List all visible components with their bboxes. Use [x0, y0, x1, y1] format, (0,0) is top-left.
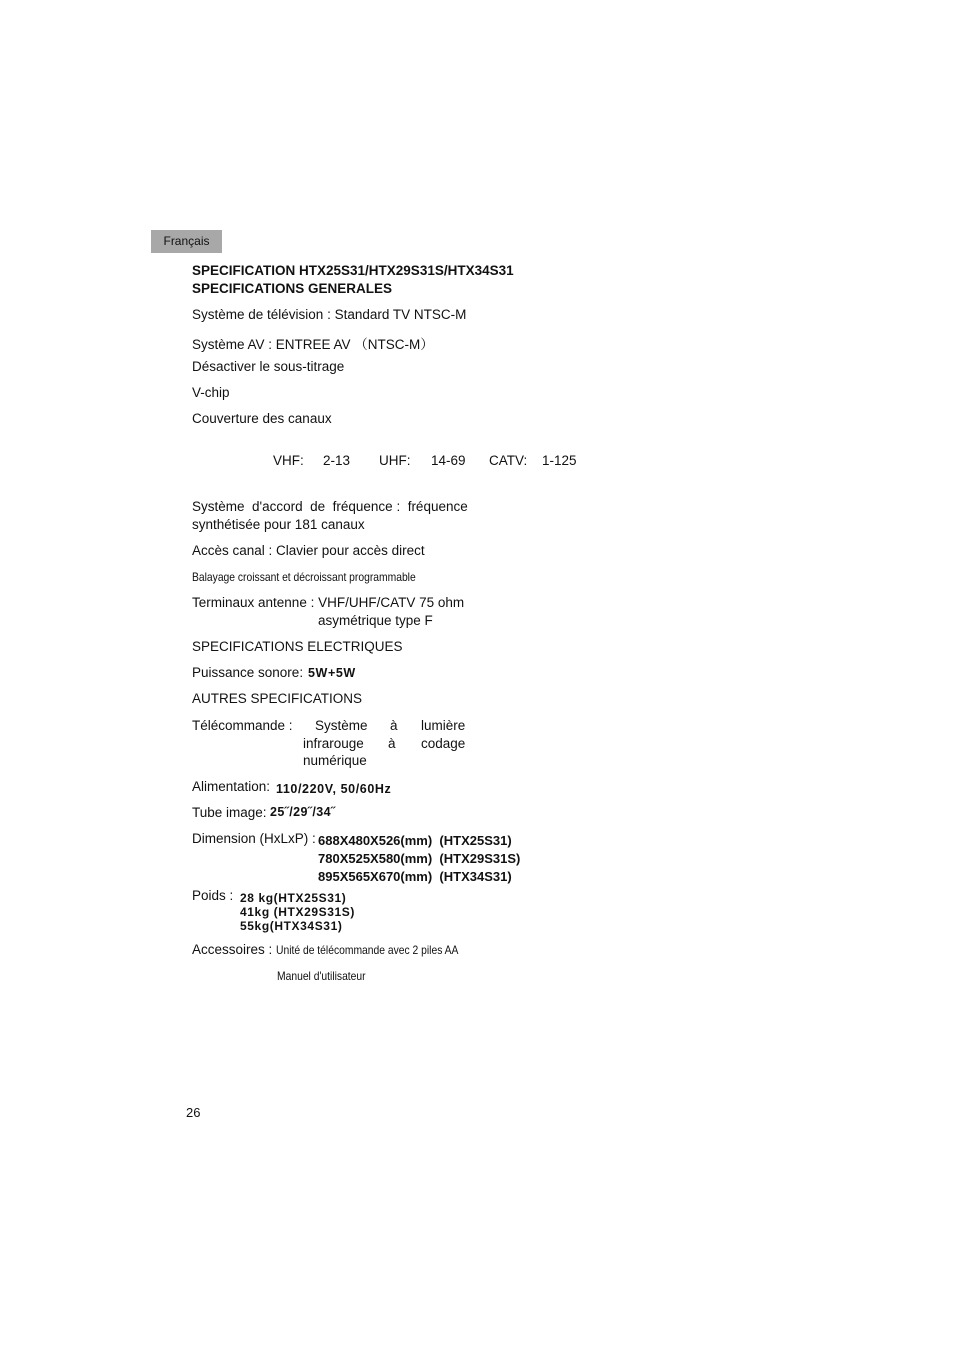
- weight-row: 55kg(HTX34S31): [240, 919, 343, 933]
- vhf-label: VHF:: [273, 453, 304, 468]
- antenna-line-2: asymétrique type F: [318, 613, 433, 628]
- av-system-line: Système AV : ENTREE AV （NTSC-M）: [192, 337, 434, 352]
- page-number: 26: [186, 1105, 201, 1120]
- vchip-line: V-chip: [192, 385, 230, 400]
- accessories-label: Accessoires :: [192, 942, 273, 957]
- dimension-label: Dimension (HxLxP) :: [192, 831, 316, 846]
- dimension-row: 895X565X670(mm) (HTX34S31): [318, 869, 512, 884]
- sound-value: 5W+5W: [308, 666, 356, 680]
- scan-line: Balayage croissant et décroissant programmable: [192, 570, 416, 584]
- tube-label: Tube image:: [192, 805, 267, 820]
- tv-system-line: Système de télévision : Standard TV NTSC-M: [192, 307, 467, 322]
- uhf-value: 14-69: [431, 453, 466, 468]
- tuning-line-1: Système d'accord de fréquence : fréquence: [192, 499, 468, 514]
- remote-word: numérique: [303, 753, 367, 768]
- remote-word: à: [388, 736, 396, 751]
- channel-coverage-line: Couverture des canaux: [192, 411, 332, 426]
- vhf-value: 2-13: [323, 453, 351, 468]
- language-tab: Français: [151, 230, 222, 253]
- general-specs-heading: SPECIFICATIONS GENERALES: [192, 281, 393, 296]
- tuning-line-2: synthétisée pour 181 canaux: [192, 517, 365, 532]
- remote-word: à: [390, 718, 398, 733]
- sound-label: Puissance sonore:: [192, 665, 304, 680]
- weight-row: 41kg (HTX29S31S): [240, 905, 355, 919]
- dimension-row: 688X480X526(mm) (HTX25S31): [318, 833, 512, 848]
- spec-title: SPECIFICATION HTX25S31/HTX29S31S/HTX34S31: [192, 263, 514, 278]
- catv-label: CATV:: [489, 453, 528, 468]
- dimension-row: 780X525X580(mm) (HTX29S31S): [318, 851, 521, 866]
- weight-label: Poids :: [192, 888, 234, 903]
- accessory-item: Unité de télécommande avec 2 piles AA: [276, 943, 459, 957]
- channel-access-line: Accès canal : Clavier pour accès direct: [192, 543, 425, 558]
- remote-word: infrarouge: [303, 736, 364, 751]
- uhf-label: UHF:: [379, 453, 411, 468]
- catv-value: 1-125: [542, 453, 577, 468]
- remote-word: Système: [315, 718, 368, 733]
- other-heading: AUTRES SPECIFICATIONS: [192, 691, 363, 706]
- tube-value: 25˝/29˝/34˝: [270, 805, 336, 819]
- weight-row: 28 kg(HTX25S31): [240, 891, 347, 905]
- power-label: Alimentation:: [192, 779, 271, 794]
- antenna-line-1: Terminaux antenne : VHF/UHF/CATV 75 ohm: [192, 595, 465, 610]
- electrical-heading: SPECIFICATIONS ELECTRIQUES: [192, 639, 403, 654]
- subtitle-line: Désactiver le sous-titrage: [192, 359, 345, 374]
- remote-word: codage: [421, 736, 466, 751]
- remote-label: Télécommande :: [192, 718, 293, 733]
- power-value: 110/220V, 50/60Hz: [276, 782, 392, 796]
- accessory-item: Manuel d'utilisateur: [277, 969, 366, 983]
- remote-word: lumière: [421, 718, 466, 733]
